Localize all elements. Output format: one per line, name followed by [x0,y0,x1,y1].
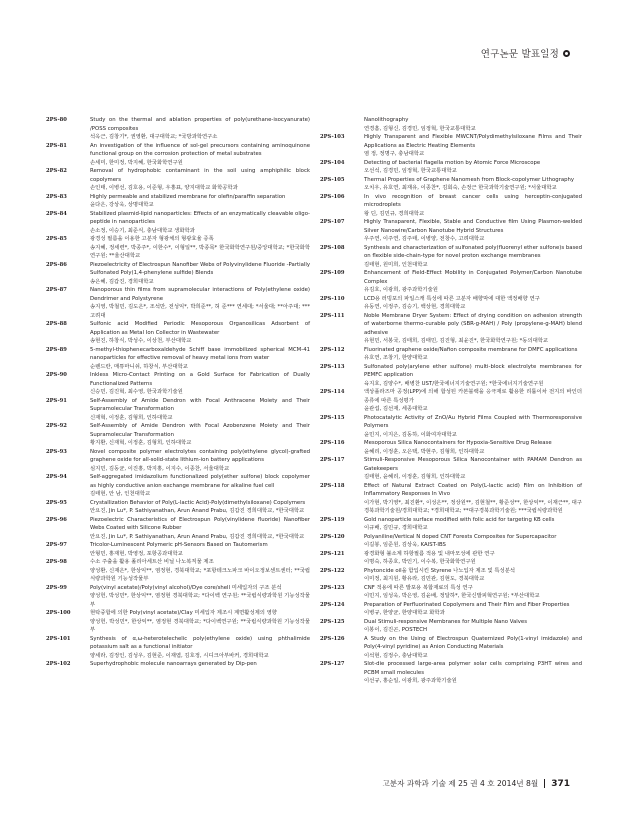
entry-title: Nanoporous thin films from supramolecular interactions of Poly(ethylene oxide) Dendrimer and Polystyrene [90,287,310,302]
entry-code: 2PS-91 [46,397,67,404]
entry-code: 2PS-108 [320,244,345,251]
entry-title: Mesoporous Silica Nanocontainers for Hypoxia-Sensitive Drug Release [364,440,552,446]
entry-body [90,210,310,236]
entry-authors: 송은혜, 김갑진, 경희대학교 [90,278,154,285]
entry-code: 2PS-121 [320,550,345,557]
entry-body [90,516,310,542]
abstract-entry [320,244,582,270]
entry-authors: 윤민지, 이지은, 김동하, 이화여자대학교 [364,431,457,438]
entry-code: 2PS-98 [46,559,67,565]
abstract-entry [46,541,310,558]
entry-title: Piezoelectric Characteristics of Electrospun Poly(vinylidene fluoride) Nanofiber Webs Coated with Silicone Rubber [90,516,310,531]
entry-title: Crystallization Behavior of Poly(L-lactic Acid)-Poly(dimethylsiloxane) Copolymers [90,499,306,506]
abstract-entry [46,142,310,168]
entry-code: 2PS-87 [46,287,67,293]
entry-code: 2PS-120 [320,533,345,540]
entry-authors: 우주연, 이주연, 김주태, 이병양, 전창수, 고려대학교 [364,236,485,242]
entry-authors: 안요진, Jin Lu*, P. Sathiyanathan, Arun Anand Prabu, 김갑진 경희대학교, *한국대학교 [90,508,305,514]
entry-body [90,193,310,210]
footer-separator [544,779,545,788]
entry-authors: 송지영, 박철민, 김도은*, 조석만, 전성익*, 박희준**, 허 준*** 연세대; *서울대; **아주대; ***고려대 [90,304,310,319]
abstract-entry [46,286,310,320]
entry-body [364,584,582,601]
abstract-entry [320,533,582,550]
entry-authors: 황지환, 신재혁, 이정훈, 김형희, 인하대학교 [90,440,192,446]
entry-title: Nanolithography [364,117,409,123]
entry-authors: 순렌드란, 매튜마니쉬, 하창식, 부산대학교 [90,363,188,370]
entry-title: Phytoncide oil을 함입시킨 Styrene 나노입자 제조 및 특성분석 [364,567,516,574]
entry-authors: 이민지, 임성욱, 박은영, 김윤배, 정달하*, 한국신발피혁연구원; *부산대학교 [364,593,540,599]
circle-bullet-icon [563,50,570,57]
entry-title: Stabilized plasmid-lipid nanoparticles: Effects of an enzymatically cleavable oligo-peptide in nanoparticles [90,210,310,225]
abstract-entry [320,312,582,346]
entry-body [90,142,310,168]
entry-title: Inkless Micro-Contact Printing on a Gold Surface for Fabrication of Dually Functionalized Patterns [90,372,310,387]
abstract-entry [46,210,310,236]
entry-code: 2PS-110 [320,295,345,302]
entry-body [364,295,582,312]
entry-body [364,618,582,635]
entry-code: 2PS-106 [320,193,345,200]
entry-body [364,244,582,270]
abstract-entry [46,235,310,261]
entry-title: Self-Assembly of Amide Dendron with Focal Anthracene Moiety and Their Supramolecular Transformation [90,397,310,412]
entry-code: 2PS-112 [320,346,345,353]
entry-code: 2PS-86 [46,261,67,268]
entry-code: 2PS-82 [46,168,67,174]
entry-code: 2PS-123 [320,584,345,591]
entry-authors: 신재혁, 이정훈, 김형희, 인하대학교 [90,414,173,421]
entry-code: 2PS-100 [46,610,71,616]
entry-authors: 윤혜리, 이정훈, 오은택, 박현주, 김형희, 인하대학교 [364,448,485,455]
entry-code: 2PS-109 [320,270,345,276]
entry-title: Fluorinated graphene oxide/Nafion composite membrane for DMFC applications [364,346,578,353]
entry-body [90,609,310,635]
entry-body [90,422,310,448]
entry-authors: 육지호, 김양수*, 배병찬 UST/한국에너지기술연구원; *한국에너지기술연구원 [364,380,544,387]
entry-code: 2PS-104 [320,159,345,166]
entry-authors: 오선석, 김경민, 임정혁, 한국교통대학교 [364,168,457,174]
abstract-entry [320,295,582,312]
entry-code: 2PS-88 [46,321,67,327]
entry-authors: 손인태, 이병선, 김호용, 이준형, 우홍표, 양지대학교 화학공학과 [90,185,238,191]
entry-title: Noble Membrane Dryer System: Effect of drying condition on adhesion strength of waterborne thermo-curable poly (SBR-g-MAH) / Poly (propylene-g-MAH) blend adhesive [364,312,582,336]
entry-body [90,448,310,474]
entry-code: 2PS-85 [46,236,67,242]
entry-code: 2PS-102 [46,661,71,667]
abstract-entry [46,320,310,346]
running-header [481,46,570,60]
entry-title: CNF 적용에 따른 발포용 복합재료의 특성 연구 [364,584,473,591]
entry-title: Self-aggregated imidazolium functionalized poly(ether sulfone) block copolymer as highly conductive anion exchange membrane for alkaline fuel cell [90,474,310,489]
entry-code: 2PS-96 [46,516,67,523]
entry-authors: 석옥근, 김창기*, 권영환, 대구대학교; *국방과학연구소 [90,134,218,140]
entry-code: 2PS-117 [320,457,345,463]
abstract-entry [46,635,310,661]
entry-title: 광경성 필름을 이용한 고분자 형광체의 형광효율 증폭 [90,236,214,242]
entry-authors: 오치우, 유호연, 최재유, 이종찬*, 김회숙, 손정근 한국과학기술연구원; *서울대학교 [364,185,557,191]
entry-title: Stimuli-Responsive Mesoporous Silica Nanocontainer with PAMAM Dendron as Gatekeepers [364,457,582,472]
entry-body [90,261,310,287]
entry-title: 액상플라즈마 공정(LPP)에 의해 합성된 카본블랙을 응극재로 활용한 리튬이차 전지의 바인더 종류에 따른 특성평가 [364,389,582,404]
entry-authors: 염 정, 정명구, 충남대학교 [364,151,425,157]
entry-title: Preparation of Perfluorinated Copolymers and Their Film and Fiber Properties [364,601,570,608]
entry-code: 2PS-124 [320,601,345,608]
entry-authors: 양성환, 신재은*, 한상익**, 염정현, 경북대학교; *포항테크노파크 바이오정보센트센터; **국립식량과학원 기능성작물부 [90,567,310,582]
entry-authors: 손세미, 한미정, 박지혜, 한국화학연구원 [90,159,183,166]
entry-body [90,397,310,423]
entry-body [364,567,582,584]
entry-authors: 윤다은, 강상욱, 상명대학교 [90,202,154,208]
entry-body [90,167,310,193]
page-number: 371 [551,778,570,789]
entry-authors: 연경흠, 김형신, 김경민, 임정혁, 한국교통대학교 [364,125,476,132]
abstract-entry [320,218,582,244]
abstract-entry [320,176,582,193]
entry-body [364,388,582,414]
entry-code: 2PS-116 [320,440,345,446]
entry-code: 2PS-89 [46,346,67,353]
entry-title: Highly Transparent, Flexible, Stable and Conductive film Using Plasmon-welded Silver Nanowire/Carbon Nanotube Hybrid Structures [364,219,582,234]
entry-body [364,439,582,456]
entry-authors: 심지민, 김동균, 이진홍, 박지홍, 이지수, 이종찬, 서울대학교 [90,465,230,472]
entry-body [90,116,310,142]
entry-code: 2PS-101 [46,635,71,642]
abstract-entry [46,193,310,210]
entry-body [90,635,310,661]
entry-title: Piezoelectricity of Electrospun Nanofiber Webs of Polyvinylidene Fluoride -Partially Sulfonated Poly(1,4-phenylene sulfide) Blends [90,261,310,276]
entry-title: Effect of Natural Extract Coated on Poly(L-lactic acid) Film on Inhibition of Inflammatory Responses In Vivo [364,482,582,497]
entry-body [90,473,310,499]
entry-code: 2PS-84 [46,210,67,217]
entry-authors: 안형민, 홍재현, 박영정, 포항공과대학교 [90,550,183,557]
entry-authors: 김태현, 원미희, 인천대학교 [364,261,428,268]
left-column [46,116,310,669]
abstract-entry [320,116,582,133]
entry-code: 2PS-111 [320,312,345,319]
entry-authors: 이봉이, 김진곤, POSTECH [364,627,427,633]
entry-authors: 유호연, 조창기, 한양대학교 [364,355,428,361]
entry-authors: 김태현, 안 남, 인천대학교 [90,491,151,497]
abstract-entry [46,422,310,448]
entry-body [90,286,310,320]
entry-title: 현탁중합에 의한 Poly(vinyl acetate)/Clay 미세입자 제조시 계면활성제의 영향 [90,610,277,616]
abstract-entry [46,397,310,423]
entry-authors: 이미정, 최지원, 황유라, 김민관, 김현도, 경북대학교 [364,576,485,582]
entry-body [364,414,582,440]
entry-code: 2PS-113 [320,363,345,370]
entry-authors: 이명숙, 하종호, 박인기, 이수복, 한국화학연구원 [364,559,476,565]
entry-body [364,482,582,516]
entry-authors: 송현진, 하창식, 박성수, 이상천, 부산대학교 [90,338,192,344]
entry-body [364,635,582,661]
entry-title: In vivo recognition of breast cancer cells using herceptin-conjugated microdroplets [364,193,582,208]
entry-body [364,133,582,159]
entry-code: 2PS-90 [46,372,67,378]
entry-code: 2PS-125 [320,618,345,625]
entry-code: 2PS-92 [46,423,67,429]
entry-title: Enhancement of Field-Effect Mobility in Conjugated Polymer/Carbon Nanotube Complex [364,270,582,285]
abstract-entry [320,456,582,482]
entry-body [90,558,310,584]
abstract-entry [46,660,310,669]
entry-title: Sulfonated poly(arylene ether sulfone) multi-block electrolyte membranes for PEMFC application [364,363,582,378]
abstract-entry [46,473,310,499]
entry-body [364,269,582,295]
entry-title: Thermal Properties of Graphene Nanomesh from Block-copolymer Lithography [364,176,575,183]
entry-authors: 유현민, 서봉국, 김태희, 김태민, 김진형, 최윤진*, 한국화학연구원; *동의대학교 [364,338,549,344]
entry-code: 2PS-115 [320,414,345,421]
abstract-entry [320,584,582,601]
abstract-entry [320,601,582,618]
entry-body [90,346,310,372]
entry-title: Poly(vinyl acetate)/Poly(vinyl alcohol)/Dye core/shell 미세입자의 구조 분석 [90,584,282,591]
entry-body [90,235,310,261]
entry-code: 2PS-93 [46,448,67,455]
entry-title: Self-Assembly of Amide Dendron with Focal Azobenzene Moiety and Their Supramolecular Transformation [90,423,310,438]
entry-title: 광경화형 불소계 하항필름 적용 및 내마모성에 관한 연구 [364,550,495,557]
entry-code: 2PS-114 [320,389,345,395]
entry-body [90,660,310,669]
entry-title: An investigation of the influence of sol-gel precursors containing aminoquinone functional group on the corrosion protection of metal substrates [90,142,310,157]
abstract-entry [320,516,582,533]
abstract-entry [320,567,582,584]
abstract-entry [320,618,582,635]
entry-title: 5-methyl-thiophenecarboxaldehyde Schiff base immobilized spherical MCM-41 nanoparticles for effective removal of heavy metal ions from water [90,346,310,361]
entry-code: 2PS-127 [320,661,345,667]
entry-title: Dual Stimuli-responsive Membranes for Multiple Nano Valves [364,618,527,625]
footer-journal: 고분자 과학과 기술 제 25 권 4 호 2014년 8월 [382,779,539,788]
entry-body [364,218,582,244]
entry-title: A Study on the Using of Electrospun Quaternized Poly(1-vinyl imidazole) and Poly(4-vinyl pyridine) as Anion Conducting Materials [364,635,582,650]
abstract-entry [320,439,582,456]
abstract-entry [320,133,582,159]
abstract-entry [46,116,310,142]
entry-authors: 양세라, 김정인, 김성우, 김현준, 이재엽, 김호정, 시디크아부바커, 경희대학교 [90,652,269,659]
entry-title: Detecting of bacterial flagella motion by Atomic Force Microscope [364,159,541,166]
entry-title: Polyaniline/Vertical N doped CNT Forests Composites for Supercapacitor [364,533,557,540]
entry-title: Tricolor-Luminescent Polymeric pH-Sensors Based on Tautomerism [90,542,268,548]
entry-authors: 신승민, 김진혁, 최수영, 한국과학기술원 [90,389,183,395]
entry-title: Study on the thermal and ablation properties of poly(urethane-isocyanurate) /POSS composites [90,117,310,132]
abstract-entry [320,346,582,363]
abstract-entry [46,558,310,584]
entry-title: Synthesis and characterization of sulfonated poly(fluorenyl ether sulfone)s based on flexible side-chain-type for novel proton exchange membranes [364,244,582,259]
entry-code: 2PS-95 [46,499,67,506]
abstract-entry [320,414,582,440]
abstract-entry [320,550,582,567]
entry-authors: 양성헌, 박성민*, 한상익**, 염정현 경북대학교; *다이벡연구원; **국립식량과학원 기능성작물부 [90,618,310,633]
entry-title: Superhydrophobic molecule nanoarrays generated by Dip-pen [90,661,257,667]
entry-authors: 이가현, 박기영*, 최진환*, 이성은**, 정상원**, 김현철**, 황준성**, 한상익**, 이재근**, 대구경북과학기술원/경희대학교; *경희대학교; **대구경북과학기술원; ***국립식량과학원 [364,499,582,514]
entry-authors: 왕 딘, 김민규, 경희대학교 [364,210,425,217]
entry-title: Gold nanoparticle surface modified with folic acid for targeting KB cells [364,516,555,523]
entry-title: LCD용 러빙포의 파일스캐 특성에 따른 고분자 배향막에 대한 액정배향 연구 [364,295,540,302]
entry-code: 2PS-119 [320,516,345,523]
entry-code: 2PS-99 [46,584,67,591]
entry-code: 2PS-81 [46,142,67,149]
entry-body [364,116,582,133]
abstract-entry [46,371,310,397]
page-footer [382,778,570,789]
entry-authors: 이병규, 한양균, 한양대학교 화학과 [364,610,445,616]
abstract-entry [320,482,582,516]
entry-code: 2PS-122 [320,567,345,574]
running-header-text: 연구논문 발표일정 [480,49,559,60]
abstract-entry [320,363,582,389]
abstract-entry [320,193,582,219]
entry-body [90,541,310,558]
entry-code: 2PS-107 [320,219,345,225]
abstract-entry [46,516,310,542]
entry-authors: 안요진, Jin Lu*, P. Sathiyanathan, Arun Anand Prabu, 김갑진 경희대학교, *한국대학교 [90,533,305,540]
entry-authors: 이석현, 김정수, 충남대학교 [364,652,428,659]
entry-authors: 이길봉, 임준원, 김상욱, KAIST-IBS [364,542,446,548]
abstract-entry [320,388,582,414]
entry-body [364,601,582,618]
entry-body [364,159,582,176]
entry-body [364,550,582,567]
entry-body [364,193,582,219]
entry-authors: 유동연, 이정주, 김승기, 백상현, 경희대학교 [364,304,466,310]
entry-body [90,584,310,610]
entry-title: Photocatalytic Activity of ZnO/Au Hybrid Films Coupled with Thermoresponsive Polymers [364,414,582,429]
entry-body [364,176,582,193]
entry-title: Synthesis of α,ω-heterotelechelic poly(ethylene oxide) using phthalimide potassium salt as a functional initiator [90,635,310,650]
abstract-entry [320,269,582,295]
entry-authors: 이선규, 홍순일, 이광희, 광주과학기술원 [364,678,457,684]
entry-title: Highly permeable and stabilized membrane for olefin/paraffin separation [90,193,286,200]
entry-body [364,346,582,363]
entry-code: 2PS-103 [320,134,345,140]
abstract-entry [46,584,310,610]
entry-body [364,516,582,533]
abstract-entry [46,167,310,193]
entry-code: 2PS-105 [320,176,345,183]
entry-body [90,371,310,397]
entry-code: 2PS-80 [46,117,67,123]
entry-code: 2PS-83 [46,193,67,200]
entry-body [364,533,582,550]
abstract-entry [320,159,582,176]
entry-authors: 이규배, 김민규, 경희대학교 [364,525,428,531]
abstract-entry [320,635,582,661]
abstract-entry [46,448,310,474]
entry-title: Removal of hydrophobic contaminant in the soil using amphiphilic block copolymers [90,168,310,183]
abstract-entry [46,609,310,635]
abstract-entry [46,261,310,287]
entry-authors: 유김호, 이광희, 광주과학기술원 [364,287,438,293]
right-column [320,116,582,686]
entry-body [364,660,582,686]
entry-code [320,116,364,133]
entry-title: 수소 주출을 활용 폴리아세트산 비닐 나노복직물 제조 [90,559,214,565]
entry-body [364,363,582,389]
entry-code: 2PS-94 [46,474,67,480]
entry-code: 2PS-97 [46,542,67,548]
entry-authors: 송지혜, 정세련*, 박종주*, 이한수*, 이형일**, 박종목* 한국화학연구원/중앙대학교; *한국화학연구원; **울산대학교 [90,244,310,259]
entry-authors: 양성헌, 박성민*, 한상익**, 염정현 경북대학교; *다이벡 연구원; **국립식량과학원 기능성작물부 [90,593,310,608]
entry-title: Slot-die processed large-area polymer solar cells comprising P3HT wires and PCBM small molecules [364,661,582,676]
abstract-entry [46,499,310,516]
entry-body [90,320,310,346]
entry-authors: 김태현, 윤혜리, 이정훈, 김형희, 인하대학교 [364,474,466,480]
entry-code: 2PS-118 [320,482,345,489]
entry-authors: 윤관섭, 김선재, 세종대학교 [364,406,428,412]
entry-title: Novel composite polymer electrolytes containing poly(ethylene glycol)-grafted graphene oxide for all-solid-state lithium-ion battery applications [90,448,310,463]
entry-authors: 손소정, 이승기, 최준식, 충남대학교 생화학과 [90,227,195,234]
entry-body [364,312,582,346]
entry-body [364,456,582,482]
entry-code: 2PS-126 [320,635,345,642]
abstract-entry [46,346,310,372]
entry-body [90,499,310,516]
abstract-entry [320,660,582,686]
entry-title: Sulfonic acid Modified Periodic Mesoporous Organosilicas Adsorbent of Application as Metal Ion Collector in Wastewater [90,321,310,336]
entry-title: Highly Transparent and Flexible MWCNT/Polydimethylsiloxane Films and Their Applications as Electric Heating Elements [364,134,582,149]
